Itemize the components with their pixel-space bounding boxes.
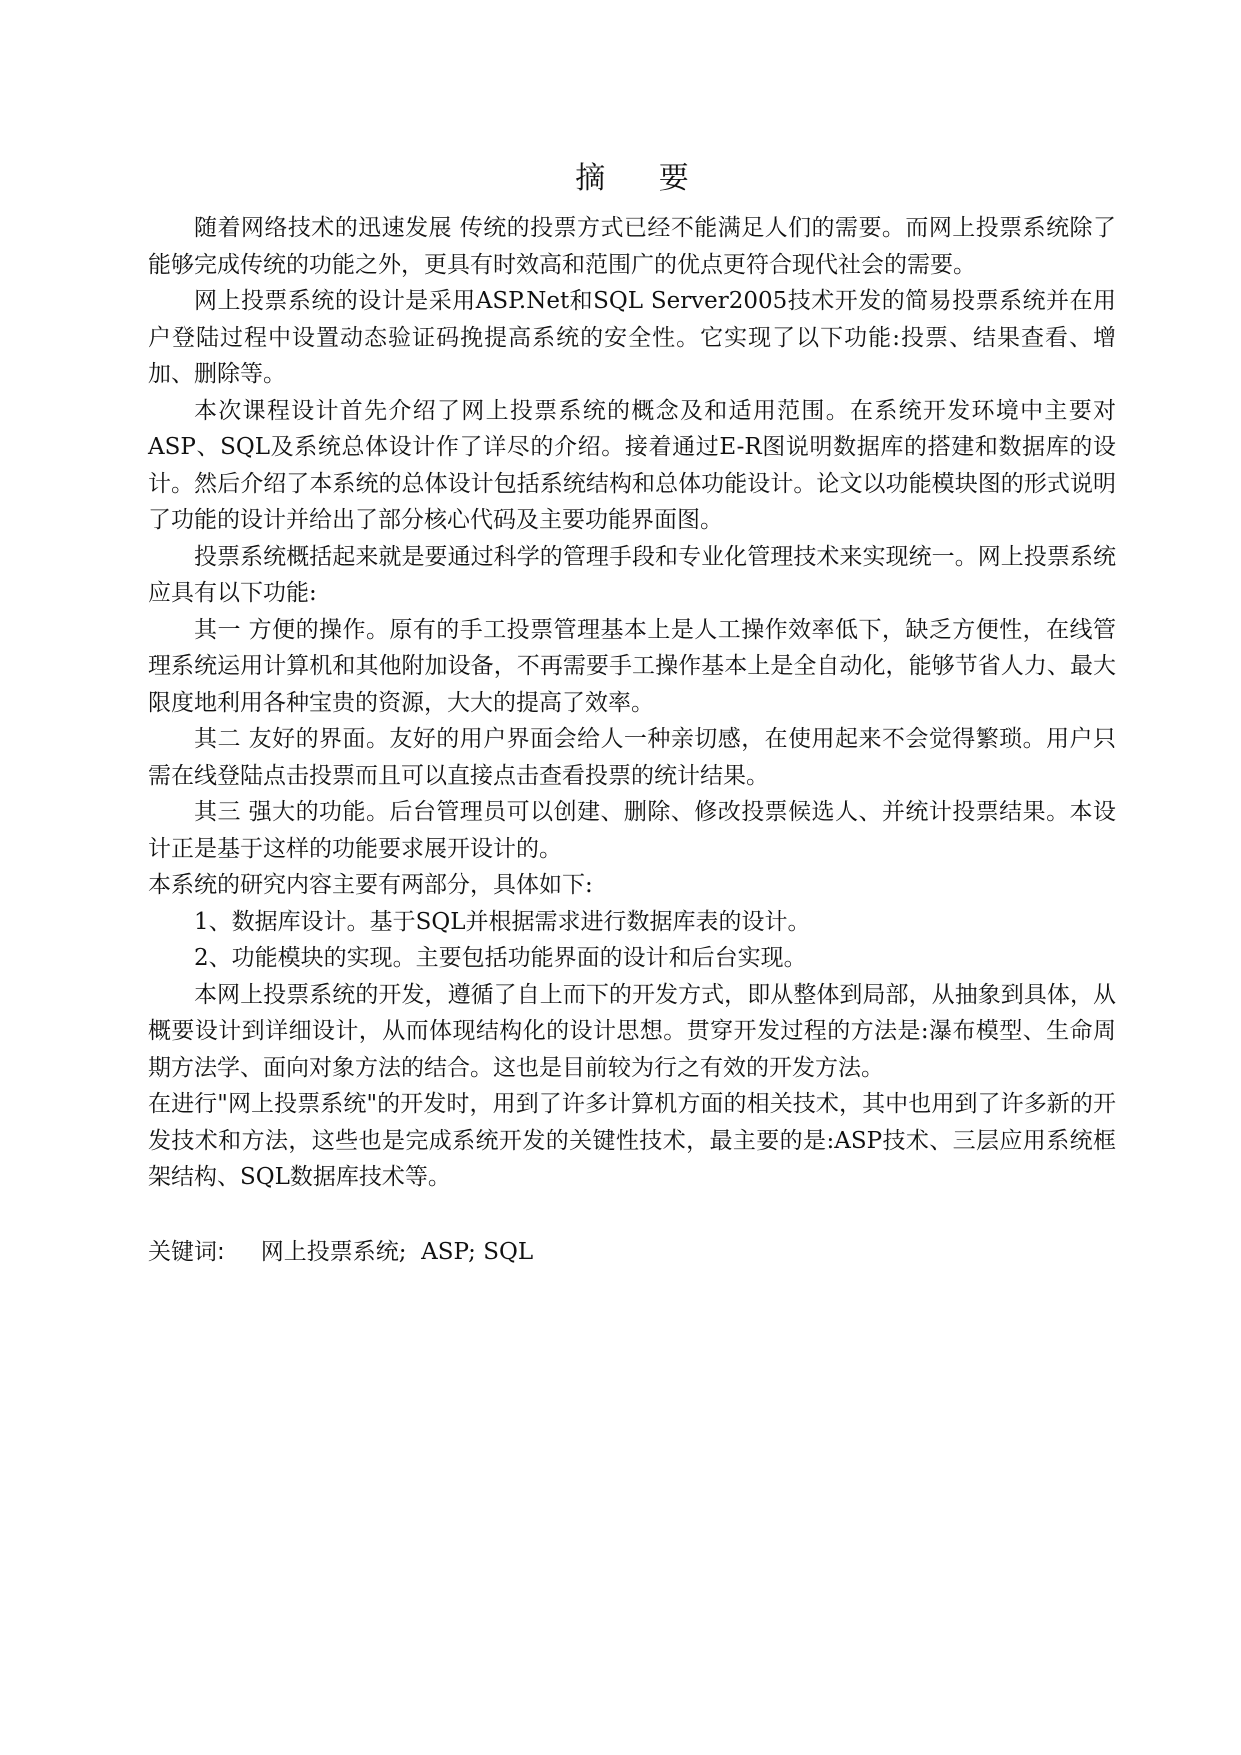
keywords-line: [148, 1234, 1116, 1270]
paragraph-development-method: 本网上投票系统的开发，遵循了自上而下的开发方式，即从整体到局部，从抽象到具体，从概要设计到详细设计，从而体现结构化的设计思想。贯穿开发过程的方法是:瀑布模型、生命周期方法学、面向对象方法的结合。这也是目前较为行之有效的开发方法。: [148, 981, 1116, 1081]
paragraph-course-design: 本次课程设计首先介绍了网上投票系统的概念及和适用范围。在系统开发环境中主要对ASP、SQL及系统总体设计作了详尽的介绍。接着通过E-R图说明数据库的搭建和数据库的设计。然后介绍了本系统的总体设计包括系统结构和总体功能设计。论文以功能模块图的形式说明了功能的设计并给出了部分核心代码及主要功能界面图。: [148, 397, 1116, 533]
paragraph-system-summary: 投票系统概括起来就是要通过科学的管理手段和专业化管理技术来实现统一。网上投票系统应具有以下功能:: [148, 543, 1116, 606]
paragraph-technology: 网上投票系统的设计是采用ASP.Net和SQL Server2005技术开发的简易投票系统并在用户登陆过程中设置动态验证码挽提高系统的安全性。它实现了以下功能:投票、结果查看、增加、删除等。: [148, 288, 1116, 387]
keywords-label: 关键词:: [148, 1238, 225, 1265]
paragraph-intro: 随着网络技术的迅速发展 传统的投票方式已经不能满足人们的需要。而网上投票系统除了能够完成传统的功能之外，更具有时效高和范围广的优点更符合现代社会的需要。: [148, 215, 1116, 278]
paragraph-feature-one: 其一 方便的操作。原有的手工投票管理基本上是人工操作效率低下，缺乏方便性，在线管理系统运用计算机和其他附加设备，不再需要手工操作基本上是全自动化，能够节省人力、最大限度地利用各种宝贵的资源，大大的提高了效率。: [148, 616, 1116, 716]
paragraph-feature-three: 其三 强大的功能。后台管理员可以创建、删除、修改投票候选人、并统计投票结果。本设计正是基于这样的功能要求展开设计的。: [148, 799, 1116, 862]
abstract-page: [148, 158, 1116, 1270]
keywords-value: 网上投票系统; ASP; SQL: [260, 1238, 534, 1265]
paragraph-feature-two: 其二 友好的界面。友好的用户界面会给人一种亲切感，在使用起来不会觉得繁琐。用户只需在线登陆点击投票而且可以直接点击查看投票的统计结果。: [148, 726, 1116, 789]
paragraph-research-content: 本系统的研究内容主要有两部分，具体如下:: [148, 872, 593, 898]
list-item-database-design: 1、数据库设计。基于SQL并根据需求进行数据库表的设计。: [194, 908, 811, 935]
list-item-module-implementation: 2、功能模块的实现。主要包括功能界面的设计和后台实现。: [194, 945, 807, 971]
paragraph-key-technologies: 在进行"网上投票系统"的开发时，用到了许多计算机方面的相关技术，其中也用到了许多新的开发技术和方法，这些也是完成系统开发的关键性技术，最主要的是:ASP技术、三层应用系统框架结构、SQL数据库技术等。: [148, 1091, 1116, 1190]
page-title: 摘 要: [575, 161, 711, 196]
